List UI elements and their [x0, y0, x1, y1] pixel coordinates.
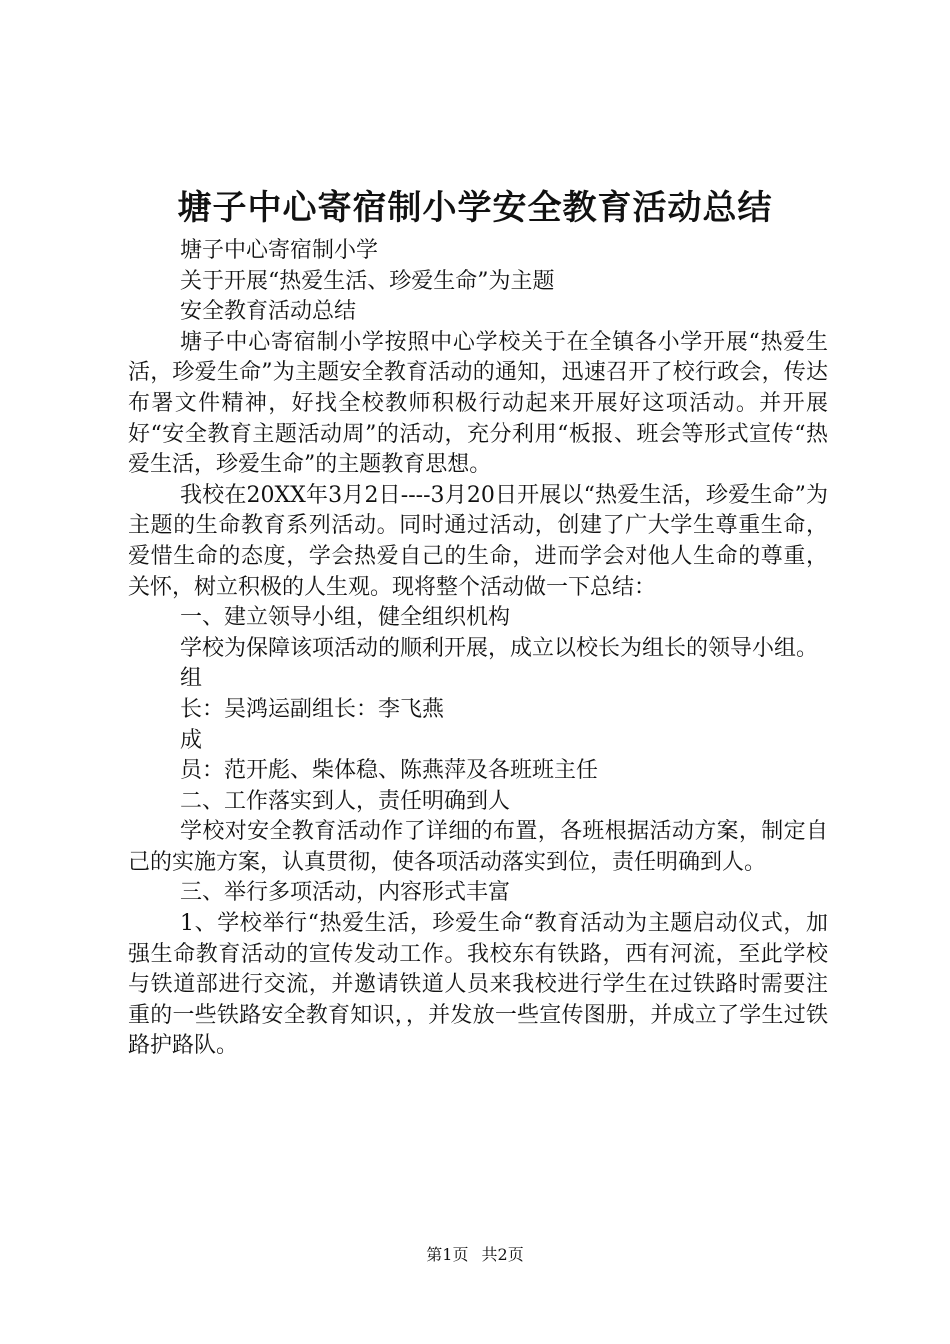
paragraph-intro: 塘子中心寄宿制小学按照中心学校关于在全镇各小学开展“热爱生活，珍爱生命”为主题安全教育活动的通知，迅速召开了校行政会，传达布署文件精神，好找全校教师积极行动起来开展好这项活动。并开展好“安全教育主题活动周”的活动，充分利用“板报、班会等形式宣传“热爱生活，珍爱生命”的主题教育思想。 — [128, 329, 828, 478]
paragraph-section-1: 学校为保障该项活动的顺利开展，成立以校长为组长的领导小组。 — [180, 635, 819, 661]
document-title: 塘子中心寄宿制小学安全教育活动总结 — [177, 188, 773, 228]
paragraph-group-label: 组 — [180, 666, 203, 692]
page-footer — [0, 1244, 950, 1266]
paragraph-members: 员：范开彪、柴体稳、陈燕萍及各班班主任 — [180, 758, 599, 784]
page-number: 第1页 — [426, 1245, 469, 1264]
section-heading-2: 二、工作落实到人，责任明确到人 — [180, 788, 511, 814]
paragraph-member-label: 成 — [180, 727, 203, 753]
document-body — [128, 236, 828, 1062]
paragraph-overview: 我校在20XX年3月2日----3月20日开展以“热爱生活，珍爱生命”为主题的生命教育系列活动。同时通过活动，创建了广大学生尊重生命，爱惜生命的态度，学会热爱自己的生命，进而学会对他人生命的尊重，关怀，树立积极的人生观。现将整个活动做一下总结： — [128, 482, 828, 600]
paragraph-theme: 关于开展“热爱生活、珍爱生命”为主题 — [180, 268, 555, 294]
section-heading-1: 一、建立领导小组，健全组织机构 — [180, 605, 511, 631]
paragraph-section-2: 学校对安全教育活动作了详细的布置，各班根据活动方案，制定自己的实施方案，认真贯彻，使各项活动落实到位，责任明确到人。 — [128, 819, 828, 875]
section-heading-3: 三、举行多项活动，内容形式丰富 — [180, 880, 511, 906]
page-total: 共2页 — [481, 1245, 524, 1264]
paragraph-group-leaders: 长：吴鸿运副组长：李飞燕 — [180, 696, 445, 722]
paragraph-school-name: 塘子中心寄宿制小学 — [180, 238, 379, 263]
paragraph-activity-1: 1、学校举行“热爱生活，珍爱生命“教育活动为主题启动仪式，加强生命教育活动的宣传发动工作。我校东有铁路，西有河流，至此学校与铁道部进行交流，并邀请铁道人员来我校进行学生在过铁路时需要注重的一些铁路安全教育知识，，并发放一些宣传图册，并成立了学生过铁路护路队。 — [128, 911, 828, 1059]
paragraph-subtitle: 安全教育活动总结 — [180, 299, 357, 325]
